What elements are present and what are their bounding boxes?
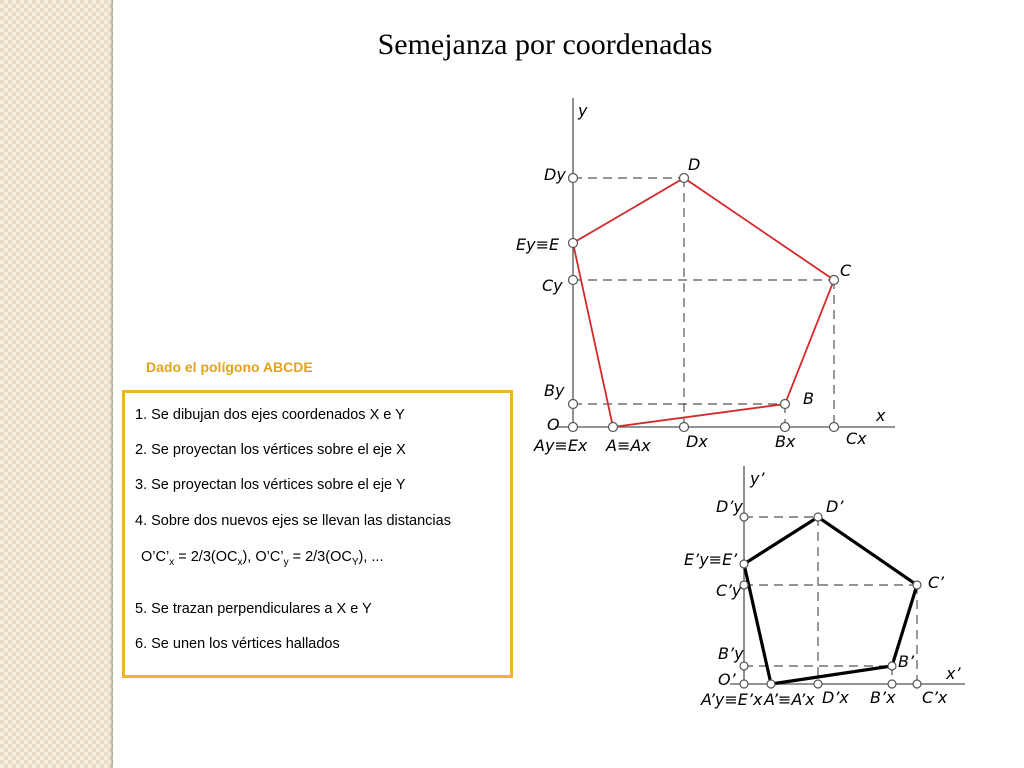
point-C-prime-x	[913, 680, 921, 688]
point-D	[680, 174, 689, 183]
label-C-prime-x: C’x	[922, 688, 948, 707]
label-A-Ax: A≡Ax	[606, 436, 651, 455]
point-C	[830, 276, 839, 285]
point-A-prime	[767, 680, 775, 688]
label-B: B	[803, 389, 814, 408]
label-E-prime-y-E-prime: E’y≡E’	[684, 550, 738, 569]
step-5: 5. Se trazan perpendiculares a X e Y	[135, 601, 372, 617]
step-6: 6. Se unen los vértices hallados	[135, 636, 340, 652]
step-4: 4. Sobre dos nuevos ejes se llevan las distancias	[135, 513, 451, 529]
label-y-prime-axis: y’	[750, 469, 765, 488]
label-C-prime: C’	[928, 573, 944, 592]
label-O: O	[547, 415, 560, 434]
point-A	[609, 423, 618, 432]
label-Dx: Dx	[686, 432, 708, 451]
point-D-prime	[814, 513, 822, 521]
point-B	[781, 400, 790, 409]
original-polygon	[573, 178, 834, 427]
label-D-prime: D’	[826, 497, 844, 516]
step-1: 1. Se dibujan dos ejes coordenados X e Y	[135, 407, 405, 423]
step-4-formula: $O’C’_x = 2/3(OC_x)$, $O’C’_y = 2/3(OC_Y)$, ...	[141, 549, 384, 568]
point-B-prime	[888, 662, 896, 670]
point-B-prime-y	[740, 662, 748, 670]
label-B-prime-x: B’x	[870, 688, 896, 707]
original-projection-lines	[573, 178, 834, 427]
label-C: C	[840, 261, 852, 280]
label-Bx: Bx	[775, 432, 796, 451]
point-E-prime	[740, 560, 748, 568]
point-C-prime	[913, 581, 921, 589]
point-Dy	[569, 174, 578, 183]
page-title: Semejanza por coordenadas	[377, 28, 713, 61]
similar-polygon	[744, 517, 917, 684]
label-x-axis: x	[876, 406, 886, 425]
point-O	[569, 423, 578, 432]
intro-text: Dado el polígono ABCDE	[146, 359, 313, 375]
step-2: 2. Se proyectan los vértices sobre el eje X	[135, 442, 406, 458]
point-Dx	[680, 423, 689, 432]
label-O-prime: O’	[718, 670, 736, 689]
point-Bx	[781, 423, 790, 432]
point-B-prime-x	[888, 680, 896, 688]
point-D-prime-x	[814, 680, 822, 688]
label-By: By	[544, 381, 565, 400]
label-Ay-Ex: Ay≡Ex	[534, 436, 588, 455]
point-O-prime	[740, 680, 748, 688]
original-points	[569, 174, 839, 432]
point-Cy	[569, 276, 578, 285]
similar-figure	[684, 466, 965, 709]
label-x-prime-axis: x’	[946, 664, 961, 683]
label-Dy: Dy	[544, 165, 566, 184]
label-Cx: Cx	[846, 429, 867, 448]
label-C-prime-y: C’y	[716, 581, 742, 600]
point-By	[569, 400, 578, 409]
point-E	[569, 239, 578, 248]
label-Cy: Cy	[542, 276, 563, 295]
label-A-prime-A-prime-x: A’≡A’x	[764, 690, 815, 709]
original-figure	[516, 98, 895, 455]
label-A-prime-y-E-prime-x: A’y≡E’x	[701, 690, 763, 709]
point-Cx	[830, 423, 839, 432]
label-D-prime-y: D’y	[716, 497, 743, 516]
label-B-prime: B’	[898, 652, 915, 671]
label-y-axis: y	[578, 101, 588, 120]
step-3: 3. Se proyectan los vértices sobre el eje Y	[135, 477, 406, 493]
label-D-prime-x: D’x	[822, 688, 849, 707]
similar-projection-lines	[744, 517, 917, 684]
label-B-prime-y: B’y	[718, 644, 744, 663]
label-Ey-E: Ey≡E	[516, 235, 560, 254]
label-D: D	[688, 155, 701, 174]
